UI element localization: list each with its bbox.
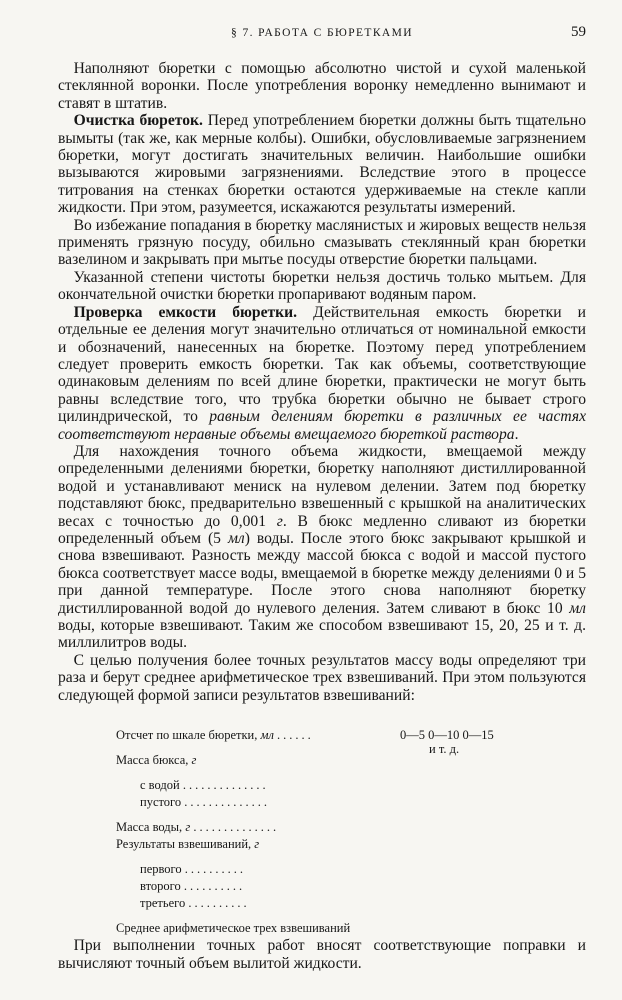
row-water-mass — [116, 820, 516, 837]
label-weigh-results: Результаты взвешиваний, — [116, 837, 255, 851]
label-water-mass: Масса воды, — [116, 820, 186, 834]
paragraph-procedure — [58, 443, 586, 652]
row-burette-reading — [116, 728, 516, 756]
row-third — [116, 896, 516, 913]
label-with-water: с водой — [140, 778, 180, 792]
page-header — [58, 24, 586, 44]
body-text — [58, 60, 586, 704]
label-empty: пустого — [140, 795, 182, 809]
paragraph-steam — [58, 269, 586, 304]
row-empty — [116, 795, 516, 812]
unit-g-label: г — [254, 837, 260, 851]
label-average: Среднее арифметическое трех взвешиваний — [116, 921, 351, 935]
paragraph-avoid-grease — [58, 217, 586, 269]
label-first: первого — [140, 862, 182, 876]
dot-leader: .......... — [188, 896, 250, 910]
dot-leader: ...... — [277, 728, 314, 742]
label-second: второго — [140, 879, 181, 893]
paragraph-record-form-text: С целью получения более точных результатов массу воды определяют три раза и берут среднее арифметическое трех взвешиваний. При этом пользуются следующей формой записи результатов взвешиваний: — [58, 651, 586, 704]
dot-leader: .............. — [193, 820, 280, 834]
paragraph-closing — [58, 937, 586, 973]
paragraph-capacity-check — [58, 304, 586, 443]
unit-gram: г — [276, 512, 283, 530]
weighing-record-form — [116, 728, 516, 938]
procedure-text-4: воды, которые взвешивают. Таким же способом взвешивают 15, 20, 25 и т. д. миллилитров воды. — [58, 617, 586, 652]
unit-g-label: г — [191, 753, 197, 767]
row-first — [116, 862, 516, 879]
paragraph-capacity-italic: равным делениям бюретки в различных ее частях соответствуют неравные объемы вмещаемого бюреткой раствора — [58, 408, 586, 443]
row-box-mass — [116, 753, 516, 770]
dot-leader: .......... — [183, 879, 246, 893]
label-box-mass: Масса бюкса, — [116, 753, 192, 767]
unit-ml: мл — [227, 529, 245, 547]
paragraph-record-form — [58, 652, 586, 704]
heading-cleaning: Очистка бюреток. — [73, 112, 203, 130]
paragraph-capacity-text: Действительная емкость бюретки и отдельные ее деления могут значительно отличаться от номинальной емкости и обозначений, нанесенных на бюретке. Поэтому перед употреблением следует проверить емкость бюретки. Так как объемы, соответствующие одинаковым делениям по всей длине бюретки, практически не могут быть равны вследствие того, что трубка бюретки обычно не бывает строго цилиндрической, то — [58, 303, 586, 426]
paragraph-intro — [58, 60, 586, 112]
procedure-text-2: . В бюкс медленно сливают из бюретки определенный объем (5 — [58, 512, 586, 547]
paragraph-avoid-grease-text: Во избежание попадания в бюретку маслянистых и жировых веществ нельзя применять грязную посуду, обильно смазывать стеклянный кран бюретки вазелином и закрывать при мытье посуды отверстие бюретки пальцами. — [58, 216, 586, 269]
dot-leader: .............. — [182, 778, 269, 792]
paragraph-cleaning — [58, 112, 586, 216]
row-with-water — [116, 778, 516, 795]
label-burette-reading: Отсчет по шкале бюретки, — [116, 728, 261, 742]
paragraph-closing-text: При выполнении точных работ вносят соответствующие поправки и вычисляют точный объем вылитой жидкости. — [58, 937, 586, 972]
paragraph-steam-text: Указанной степени чистоты бюретки нельзя достичь только мытьем. Для окончательной очистки бюретки пропаривают водяным паром. — [58, 268, 586, 304]
row-average — [116, 921, 516, 938]
paragraph-intro-text: Наполняют бюретки с помощью абсолютно чистой и сухой маленькой стеклянной воронки. После употребления воронку немедленно вынимают и ставят в штатив. — [58, 60, 586, 112]
reading-etc: и т. д. — [429, 742, 460, 756]
running-title: § 7. РАБОТА С БЮРЕТКАМИ — [231, 27, 413, 39]
unit-ml-label: мл — [260, 728, 274, 742]
label-third: третьего — [140, 896, 186, 910]
paragraph-cleaning-text: Перед употреблением бюретки должны быть тщательно вымыты (так же, как мерные колбы). Ошибки, обусловливаемые загрязнением бюретки, могут достигать значительных величин. Наибольшие ошибки вызываются жировыми загрязнениями. Вследствие этого в процессе титрования на стенках бюретки остаются удерживаемые на стекле капли жидкости. При этом, разумеется, искажаются результаты измерений. — [58, 112, 587, 217]
heading-capacity-check: Проверка емкости бюретки. — [73, 303, 298, 321]
paragraph-capacity-end: . — [514, 425, 519, 443]
procedure-text-3: ) воды. После этого бюкс закрывают крышкой и снова взвешивают. Разность между массой бюкса с водой и массой пустого бюкса соответствует массе воды, вмещаемой в бюретке между делениями 0 и 5 при данной температуре. После этого снова наполняют бюретку дистиллированной водой до нулевого деления. Затем сливают в бюкс 10 — [58, 529, 586, 617]
page-number: 59 — [571, 24, 586, 40]
reading-values: 0—5 0—10 0—15 — [400, 728, 494, 742]
procedure-text-1: Для нахождения точного объема жидкости, вмещаемой между определенными делениями бюретки, бюретку наполняют дистиллированной водой и устанавливают мениск на нулевом делении. Затем под бюретку подставляют бюкс, предварительно взвешенный с крышкой на аналитических весах с точностью до 0,001 — [58, 442, 586, 530]
dot-leader: .......... — [184, 862, 246, 876]
unit-g-label: г — [185, 820, 191, 834]
unit-ml-2: мл — [569, 599, 586, 617]
dot-leader: .............. — [184, 795, 270, 809]
row-second — [116, 879, 516, 896]
row-weigh-results — [116, 837, 516, 854]
